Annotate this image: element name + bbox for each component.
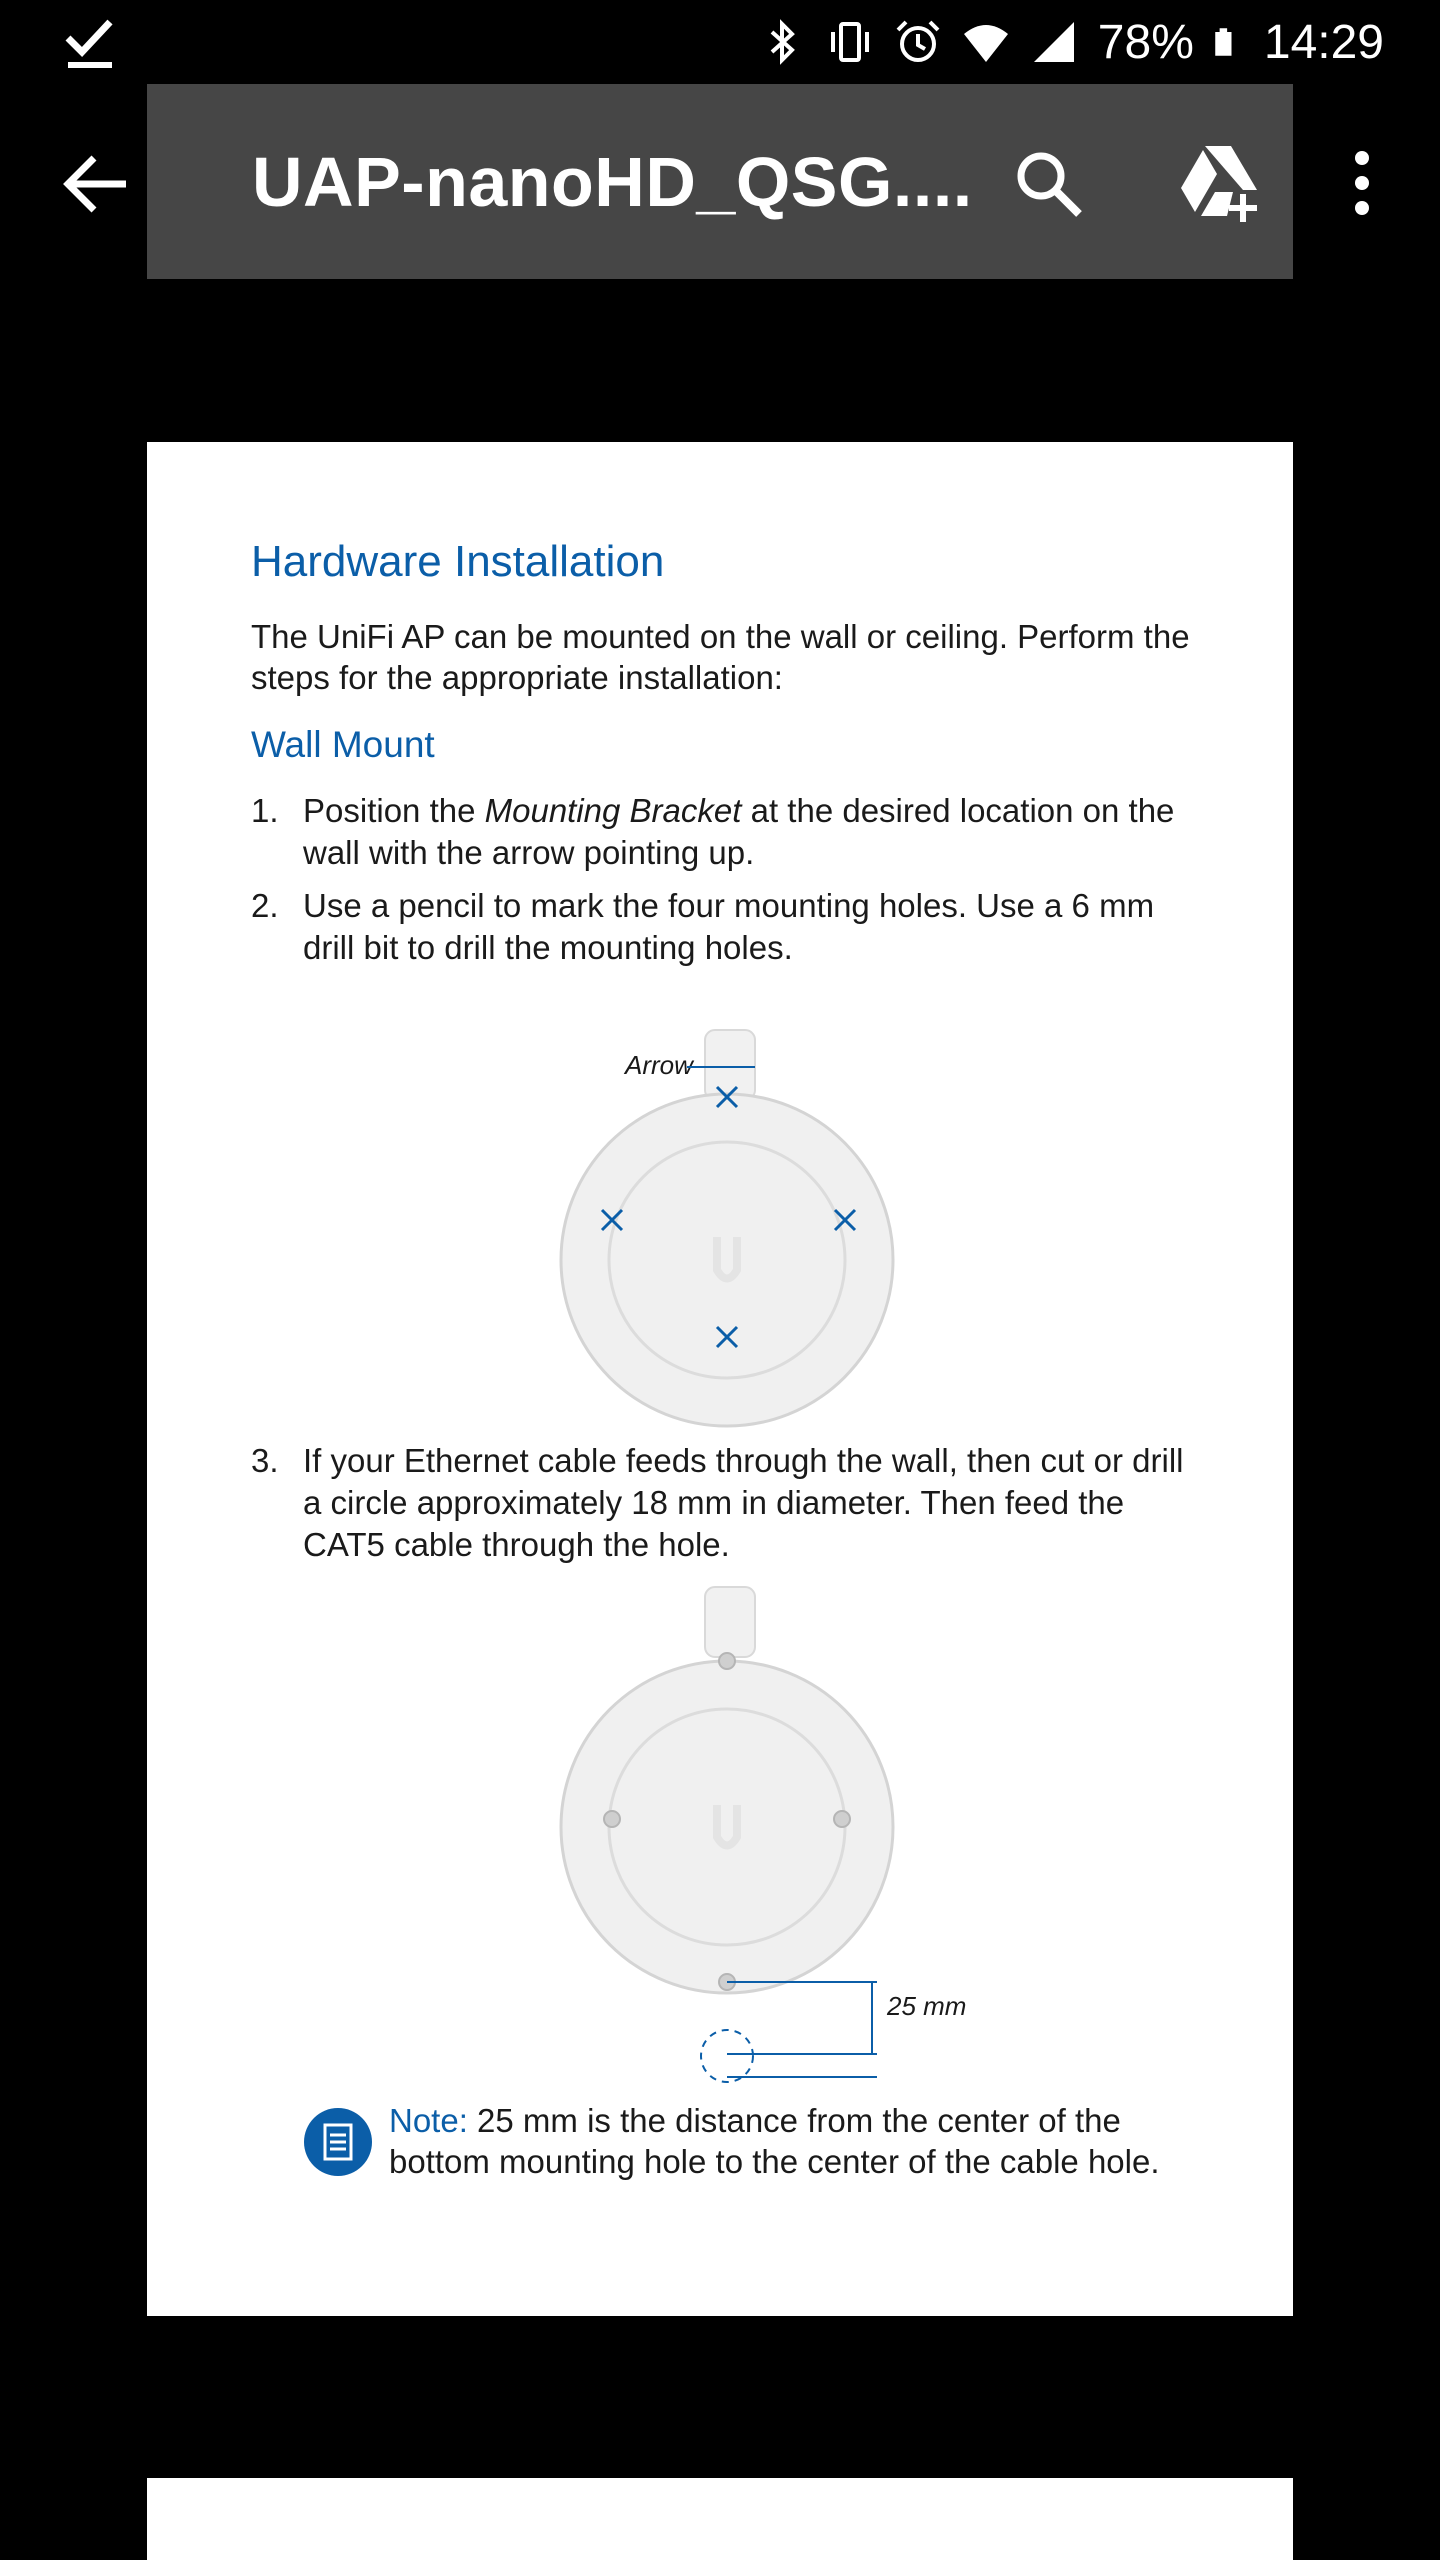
more-vert-icon[interactable] [1340, 148, 1384, 218]
cable-hole-figure [537, 1587, 967, 2037]
step-number: 3. [251, 1442, 279, 1479]
mounting-bracket-figure [537, 982, 917, 1412]
bluetooth-icon [758, 18, 806, 66]
note-icon [303, 2107, 373, 2177]
step-text: Position the Mounting Bracket at the desired location on the wall with the arrow pointing up. [303, 792, 1175, 871]
subsection-heading: Wall Mount [251, 724, 435, 765]
signal-icon [1030, 18, 1078, 66]
document-title: UAP-nanoHD_QSG.... [252, 143, 973, 221]
next-document-page[interactable] [147, 2478, 1293, 2560]
document-page[interactable] [147, 442, 1293, 2316]
alarm-icon [894, 18, 942, 66]
google-drive-add-icon[interactable] [1175, 138, 1263, 226]
step-text: Use a pencil to mark the four mounting holes. Use a 6 mm drill bit to drill the mounting holes. [303, 887, 1155, 966]
toolbar [147, 84, 1293, 279]
download-done-icon [60, 12, 120, 72]
step-text: If your Ethernet cable feeds through the wall, then cut or drill a circle approximately 18 mm in diameter. Then feed the CAT5 cable through the hole. [303, 1442, 1184, 1563]
battery-icon [1214, 18, 1244, 66]
clock: 14:29 [1263, 15, 1384, 69]
search-icon[interactable] [1009, 144, 1089, 224]
battery-percent: 78% [1097, 15, 1194, 69]
measurement-label: 25 mm [887, 1991, 967, 2021]
intro-paragraph: The UniFi AP can be mounted on the wall or ceiling. Perform the steps for the appropriate installation: [251, 618, 1190, 696]
wifi-icon [962, 18, 1010, 66]
note-paragraph [389, 2100, 1229, 2182]
back-arrow-icon[interactable] [60, 148, 132, 220]
step-number: 1. [251, 792, 279, 829]
arrow-label: Arrow [625, 1050, 693, 1080]
section-heading: Hardware Installation [251, 537, 665, 586]
note-label: Note: [389, 2102, 468, 2139]
note-text: 25 mm is the distance from the center of the bottom mounting hole to the center of the cable hole. [389, 2102, 1160, 2180]
vibrate-icon [826, 18, 874, 66]
status-bar [0, 0, 1440, 84]
step-number: 2. [251, 887, 279, 924]
